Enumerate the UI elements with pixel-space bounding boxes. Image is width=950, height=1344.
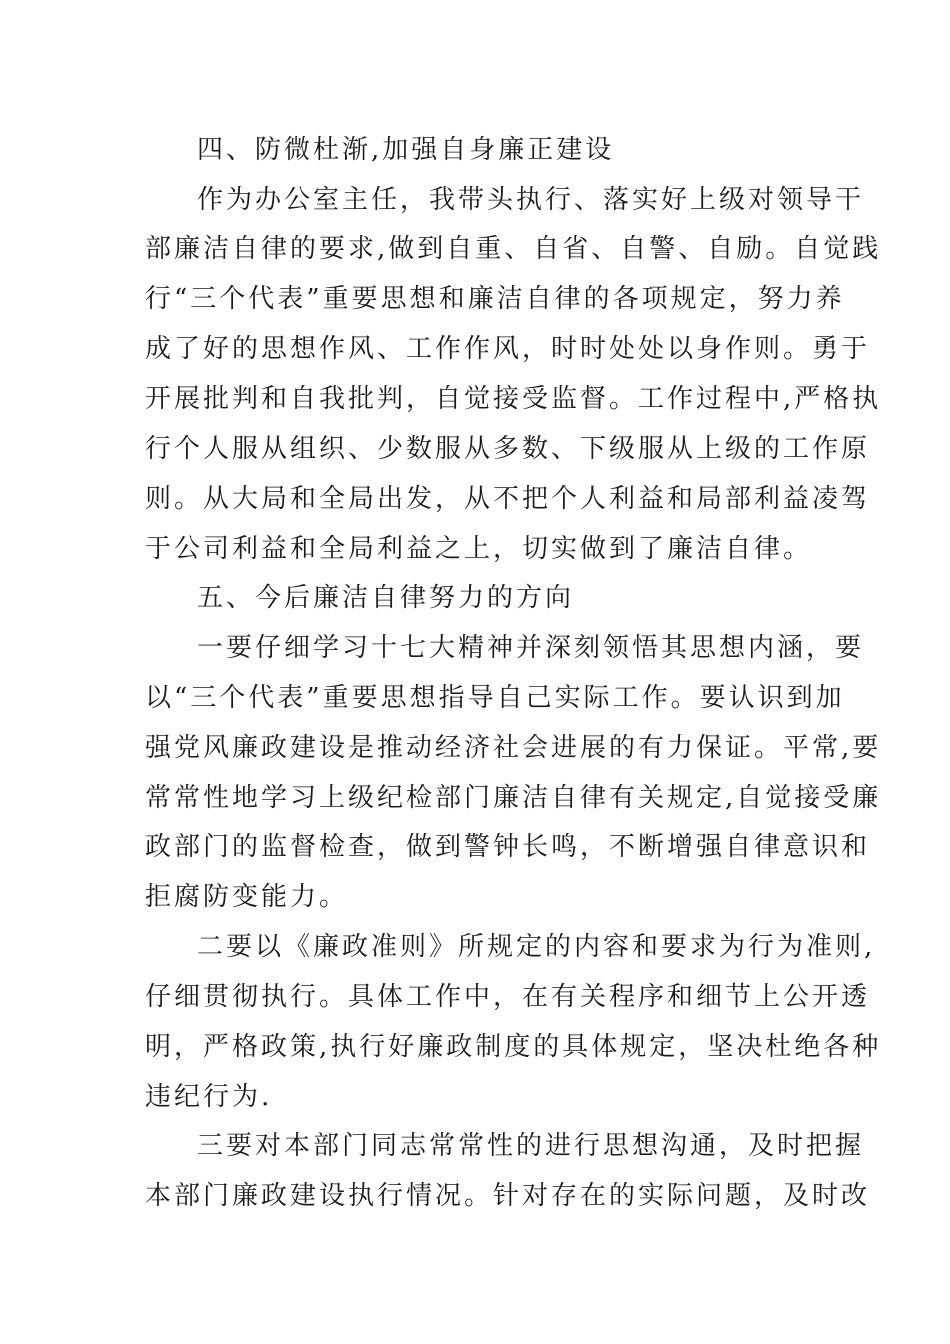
paragraph-line: 违纪行为. xyxy=(145,1082,273,1112)
paragraph-line: 成了好的思想作风、工作作风，时时处处以身作则。勇于 xyxy=(145,334,871,364)
paragraph-line: 行个人服从组织、少数服从多数、下级服从上级的工作原 xyxy=(145,434,871,464)
paragraph-line: 于公司利益和全局利益之上，切实做到了廉洁自律。 xyxy=(145,534,813,564)
paragraph-line: 则。从大局和全局出发，从不把个人利益和局部利益凌驾 xyxy=(145,484,871,514)
paragraph-line: 强党风廉政建设是推动经济社会进展的有力保证。平常,要 xyxy=(145,733,882,763)
paragraph-line: 仔细贯彻执行。具体工作中，在有关程序和细节上公开透 xyxy=(145,982,871,1012)
paragraph-line: 二要以《廉政准则》所规定的内容和要求为行为准则, xyxy=(197,932,876,962)
paragraph-line: 以“三个代表”重要思想指导自己实际工作。要认识到加 xyxy=(145,683,845,713)
paragraph-line: 拒腐防变能力。 xyxy=(145,882,349,912)
paragraph-line: 明，严格政策,执行好廉政制度的具体规定，坚决杜绝各种 xyxy=(145,1032,882,1062)
paragraph-line: 作为办公室主任，我带头执行、落实好上级对领导干 xyxy=(197,185,865,215)
paragraph-line: 常常性地学习上级纪检部门廉洁自律有关规定,自觉接受廉 xyxy=(145,783,882,813)
paragraph-line: 行“三个代表”重要思想和廉洁自律的各项规定，努力养 xyxy=(145,284,845,314)
paragraph-line: 三要对本部门同志常常性的进行思想沟通，及时把握 xyxy=(197,1131,865,1161)
paragraph-line: 本部门廉政建设执行情况。针对存在的实际问题，及时改 xyxy=(145,1181,871,1211)
section-heading: 四、防微杜渐,加强自身廉正建设 xyxy=(197,135,615,165)
paragraph-line: 开展批判和自我批判，自觉接受监督。工作过程中,严格执 xyxy=(145,384,882,414)
paragraph-line: 部廉洁自律的要求,做到自重、自省、自警、自励。自觉践 xyxy=(145,234,882,264)
paragraph-line: 一要仔细学习十七大精神并深刻领悟其思想内涵，要 xyxy=(197,633,865,663)
section-heading: 五、今后廉洁自律努力的方向 xyxy=(197,583,575,613)
paragraph-line: 政部门的监督检查，做到警钟长鸣，不断增强自律意识和 xyxy=(145,832,871,862)
